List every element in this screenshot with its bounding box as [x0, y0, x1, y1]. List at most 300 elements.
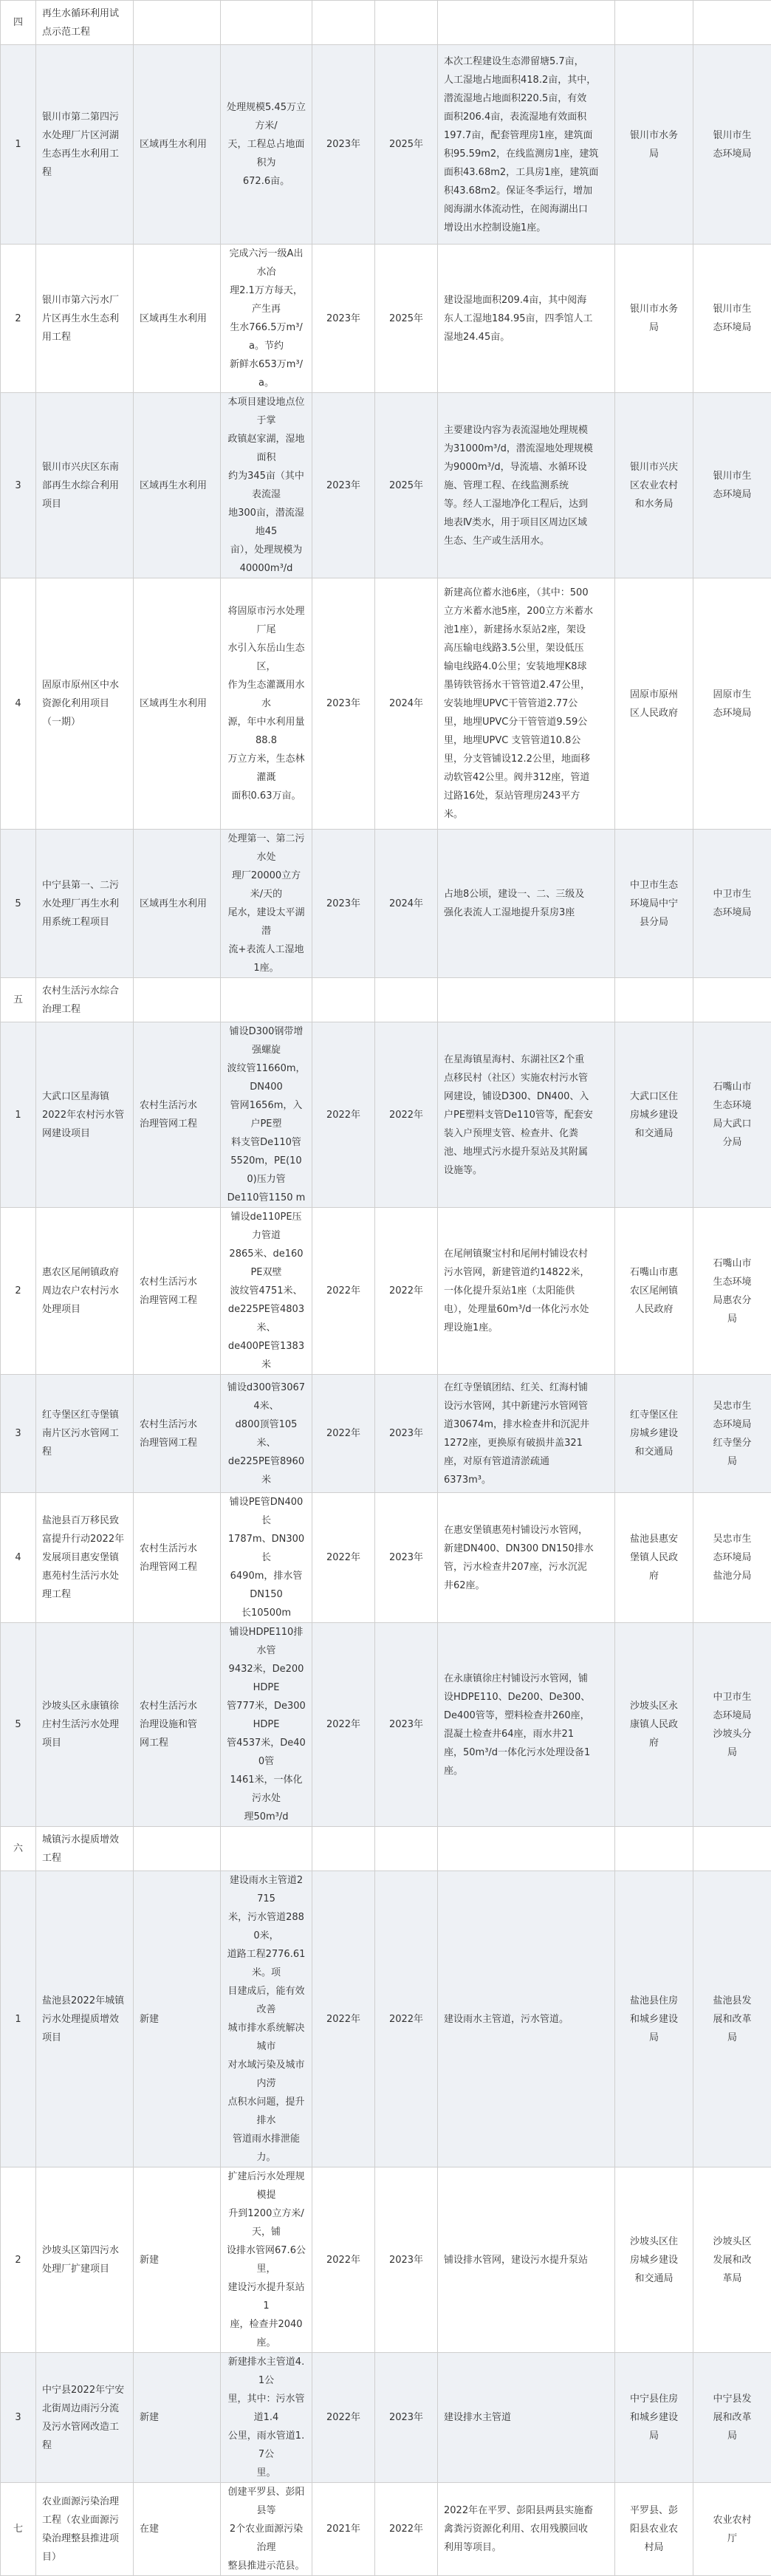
cell-project-name — [36, 2167, 134, 2353]
cell-start-year — [312, 2167, 375, 2353]
cell-end-year — [375, 978, 438, 1022]
cell-end-year — [375, 1022, 438, 1208]
cell-responsible-unit — [615, 2167, 693, 2353]
table-row — [1, 45, 771, 245]
cell-content — [438, 578, 615, 830]
cell-supervisor-text: 中卫市生 态环境局 沙坡头分 局 — [699, 1688, 765, 1762]
cell-content — [438, 1, 615, 45]
cell-supervisor-text: 沙坡头区 发展和改 革局 — [699, 2232, 765, 2288]
cell-project-name-text: 银川市兴庆区东南 部再生水综合利用 项目 — [42, 458, 127, 513]
cell-scale — [221, 2353, 312, 2483]
cell-responsible-unit-text: 沙坡头区住 房城乡建设 和交通局 — [621, 2232, 687, 2288]
cell-content — [438, 1022, 615, 1208]
cell-content-text: 铺设排水管网，建设污水提升泵站 — [444, 2251, 609, 2269]
cell-start-year-text: 2022年 — [318, 1106, 369, 1124]
cell-supervisor-text: 中宁县发 展和改革 局 — [699, 2390, 765, 2445]
cell-start-year — [312, 1871, 375, 2167]
cell-index-text: 2 — [7, 2251, 30, 2269]
cell-project-type — [134, 245, 221, 393]
cell-end-year — [375, 393, 438, 578]
cell-start-year — [312, 2483, 375, 2576]
cell-responsible-unit-text: 盐池县住房 和城乡建设 局 — [621, 1992, 687, 2047]
cell-index — [1, 830, 36, 978]
cell-project-name — [36, 1, 134, 45]
cell-start-year-text: 2023年 — [318, 476, 369, 495]
cell-project-type — [134, 1623, 221, 1827]
cell-start-year-text: 2023年 — [318, 310, 369, 328]
cell-project-name — [36, 978, 134, 1022]
cell-end-year — [375, 1, 438, 45]
cell-project-type-text: 区域再生水利用 — [140, 135, 214, 154]
cell-index — [1, 45, 36, 245]
cell-start-year-text: 2022年 — [318, 1548, 369, 1567]
cell-end-year-text: 2025年 — [381, 135, 431, 154]
cell-responsible-unit-text: 大武口区住 房城乡建设 和交通局 — [621, 1087, 687, 1143]
cell-scale-text: 本项目建设地点位于掌 政镇赵家湖，湿地面积 约为345亩（其中表流湿 地300亩，潜流湿地45 亩），处理规模为 40000m³/d — [227, 393, 306, 578]
cell-responsible-unit-text: 平罗县、彭 阳县农业农 村局 — [621, 2501, 687, 2557]
cell-project-type — [134, 1827, 221, 1871]
cell-supervisor-text: 吴忠市生 态环境局 盐池分局 — [699, 1530, 765, 1585]
section-row — [1, 1827, 771, 1871]
cell-index — [1, 245, 36, 393]
cell-end-year — [375, 1493, 438, 1623]
cell-project-type-text: 新建 — [140, 2251, 214, 2269]
table-row — [1, 1208, 771, 1375]
cell-start-year — [312, 830, 375, 978]
cell-scale — [221, 578, 312, 830]
cell-end-year — [375, 1827, 438, 1871]
cell-content-text: 建设雨水主管道，污水管道。 — [444, 2010, 609, 2029]
cell-scale-text: 完成六污一级A出水冶 理2.1万方每天，产生再 生水766.5万m³/a。节约 新鲜水653万m³/a。 — [227, 245, 306, 392]
cell-project-name — [36, 1375, 134, 1493]
cell-end-year — [375, 578, 438, 830]
cell-index-text: 4 — [7, 1548, 30, 1567]
table-row — [1, 393, 771, 578]
cell-content — [438, 1375, 615, 1493]
cell-project-type-text: 在建 — [140, 2520, 214, 2538]
cell-scale-text: 铺设de110PE压力管道 2865米、de160PE双壁 波纹管4751米、 de225PE管4803米、 de400PE管1383米 — [227, 1208, 306, 1374]
cell-responsible-unit-text: 银川市水务 局 — [621, 300, 687, 337]
cell-start-year-text: 2023年 — [318, 135, 369, 154]
cell-start-year — [312, 393, 375, 578]
cell-project-type — [134, 393, 221, 578]
table-row — [1, 2353, 771, 2483]
cell-end-year — [375, 45, 438, 245]
cell-scale-text: 建设雨水主管道2715 米，污水管道2880米， 道路工程2776.61米。项 目建成后，能有效改善 城市排水系统解决城市 对水域污染及城市内涝 点积水问题，提升排水 管道雨水排泄能力。 — [227, 1871, 306, 2167]
cell-responsible-unit — [615, 1, 693, 45]
cell-supervisor — [693, 1022, 771, 1208]
cell-project-name-text: 固原市原州区中水 资源化利用项目 （一期） — [42, 676, 127, 731]
cell-supervisor — [693, 45, 771, 245]
table-row — [1, 1022, 771, 1208]
cell-start-year-text: 2023年 — [318, 895, 369, 913]
cell-project-type — [134, 1871, 221, 2167]
cell-project-name — [36, 1208, 134, 1375]
cell-supervisor-text: 吴忠市生 态环境局 红寺堡分 局 — [699, 1397, 765, 1471]
cell-start-year-text: 2022年 — [318, 1715, 369, 1734]
cell-scale — [221, 1623, 312, 1827]
cell-scale — [221, 1022, 312, 1208]
cell-project-type-text: 区域再生水利用 — [140, 476, 214, 495]
cell-project-type-text: 区域再生水利用 — [140, 310, 214, 328]
cell-scale-text: 将固原市污水处理厂尾 水引入东岳山生态区， 作为生态灌溉用水水 源，年中水利用量88.8 万立方米，生态林灌溉 面积0.63万亩。 — [227, 602, 306, 805]
cell-supervisor-text: 银川市生 态环境局 — [699, 300, 765, 337]
cell-content-text: 主要建设内容为表流湿地处理规模 为31000m³/d，潜流湿地处理规模 为9000m³/d，导流墙、水循环设 施、管理工程、在线监测系统 等。经人工湿地净化工程后，达到 地表Ⅳ类水，用于项目区周边区域 生态、生产或生活用水。 — [444, 421, 609, 550]
cell-end-year — [375, 2353, 438, 2483]
cell-scale — [221, 830, 312, 978]
cell-responsible-unit — [615, 1871, 693, 2167]
cell-supervisor-text: 盐池县发 展和改革 局 — [699, 1992, 765, 2047]
cell-responsible-unit — [615, 978, 693, 1022]
cell-responsible-unit — [615, 2353, 693, 2483]
cell-supervisor-text: 固原市生 态环境局 — [699, 686, 765, 722]
cell-project-type — [134, 978, 221, 1022]
table-row — [1, 1375, 771, 1493]
cell-index — [1, 1871, 36, 2167]
cell-content-text: 在尾闸镇聚宝村和尾闸村铺设农村 污水管网，新建管道约14822米， 一体化提升泵站1座（太阳能供 电），处理量60m³/d一体化污水处 理设施1座。 — [444, 1245, 609, 1337]
cell-content-text: 2022年在平罗、彭阳县两县实施畜 禽粪污资源化利用、农用残膜回收 利用等项目。 — [444, 2501, 609, 2557]
cell-project-name-text: 中宁县第一、二污 水处理厂再生水利 用系统工程项目 — [42, 876, 127, 932]
table-row — [1, 245, 771, 393]
cell-end-year — [375, 1208, 438, 1375]
cell-start-year — [312, 245, 375, 393]
cell-project-type — [134, 1, 221, 45]
cell-end-year-text: 2022年 — [381, 1106, 431, 1124]
cell-index-text: 七 — [7, 2520, 30, 2538]
cell-end-year-text: 2022年 — [381, 1282, 431, 1300]
cell-index — [1, 2483, 36, 2576]
cell-supervisor-text: 农业农村 厅 — [699, 2511, 765, 2548]
cell-project-type-text: 新建 — [140, 2408, 214, 2427]
cell-responsible-unit-text: 沙坡头区永 康镇人民政 府 — [621, 1697, 687, 1752]
cell-supervisor — [693, 1375, 771, 1493]
cell-project-type-text: 区域再生水利用 — [140, 895, 214, 913]
cell-content-text: 本次工程建设生态滞留塘5.7亩， 人工湿地占地面积418.2亩，其中， 潜流湿地占地面积220.5亩，有效 面积206.4亩，表流湿地有效面积 197.7亩，配套管理房1座，建筑面 积95.59m2，在线监测房1座，建筑 面积43.68m2，工具房1座，建筑面 积43.68m2。保证冬季运行，增加 阅海湖水体流动性，在阅海湖出口 增设出水控制设施1座。 — [444, 52, 609, 237]
cell-content-text: 占地8公顷，建设一、二、三级及 强化表流人工湿地提升泵房3座 — [444, 885, 609, 922]
cell-scale — [221, 393, 312, 578]
cell-scale — [221, 2167, 312, 2353]
cell-supervisor-text: 中卫市生 态环境局 — [699, 885, 765, 922]
cell-scale-text: 扩建后污水处理规模提 升到1200立方米/天，铺 设排水管网67.6公里， 建设污水提升泵站1 座，检查井2040座。 — [227, 2167, 306, 2352]
cell-project-type-text: 农村生活污水 治理设施和管 网工程 — [140, 1697, 214, 1752]
cell-responsible-unit — [615, 2483, 693, 2576]
cell-scale — [221, 2483, 312, 2576]
cell-content — [438, 830, 615, 978]
cell-project-name — [36, 2353, 134, 2483]
cell-index-text: 1 — [7, 2010, 30, 2029]
cell-supervisor — [693, 393, 771, 578]
cell-content — [438, 2483, 615, 2576]
cell-index — [1, 1375, 36, 1493]
cell-responsible-unit — [615, 1375, 693, 1493]
cell-project-name — [36, 2483, 134, 2576]
cell-responsible-unit-text: 石嘴山市惠 农区尾闸镇 人民政府 — [621, 1263, 687, 1319]
cell-supervisor — [693, 830, 771, 978]
cell-end-year — [375, 1375, 438, 1493]
cell-scale — [221, 1871, 312, 2167]
section-row — [1, 1, 771, 45]
cell-supervisor — [693, 1827, 771, 1871]
cell-start-year-text: 2022年 — [318, 2251, 369, 2269]
cell-end-year-text: 2022年 — [381, 2010, 431, 2029]
table-row — [1, 2167, 771, 2353]
cell-scale-text: 新建排水主管道4.1公 里，其中：污水管道1.4 公里，雨水管道1.7公 里。 — [227, 2353, 306, 2482]
cell-start-year-text: 2023年 — [318, 694, 369, 713]
cell-project-type-text: 农村生活污水 治理管网工程 — [140, 1096, 214, 1133]
cell-content — [438, 1827, 615, 1871]
cell-responsible-unit-text: 固原市原州 区人民政府 — [621, 686, 687, 722]
cell-content — [438, 978, 615, 1022]
cell-index-text: 五 — [7, 991, 30, 1009]
cell-scale-text: 铺设PE管DN400长 1787m、DN300长 6490m，排水管DN150 长10500m — [227, 1493, 306, 1622]
cell-supervisor — [693, 2167, 771, 2353]
cell-project-type-text: 新建 — [140, 2010, 214, 2029]
cell-scale-text: 处理第一、第二污水处 理厂20000立方米/天的 尾水，建设太平湖潜 流+表流人工湿地1座。 — [227, 830, 306, 977]
cell-end-year — [375, 2167, 438, 2353]
cell-index-text: 4 — [7, 694, 30, 713]
cell-project-name-text: 盐池县百万移民致 富提升行动2022年 发展项目惠安堡镇 惠苑村生活污水处 理工程 — [42, 1511, 127, 1604]
cell-index — [1, 393, 36, 578]
cell-index-text: 5 — [7, 895, 30, 913]
cell-content-text: 在红寺堡镇团结、红关、红海村铺 设污水管网，其中新建污水管网管 道30674m，排水检查井和沉泥井 1272座，更换原有破损井盖321 座，对原有管道清淤疏通 6373m³。 — [444, 1378, 609, 1489]
cell-end-year — [375, 1871, 438, 2167]
projects-table-body — [1, 1, 771, 2576]
cell-index — [1, 1827, 36, 1871]
cell-supervisor-text: 石嘴山市 生态环境 局大武口 分局 — [699, 1078, 765, 1152]
cell-index — [1, 978, 36, 1022]
cell-scale-text: 创建平罗县、彭阳县等 2个农业面源污染治理 整县推进示范县。 — [227, 2483, 306, 2575]
cell-responsible-unit — [615, 830, 693, 978]
cell-project-type — [134, 1493, 221, 1623]
cell-end-year-text: 2025年 — [381, 476, 431, 495]
cell-supervisor — [693, 1208, 771, 1375]
cell-project-name-text: 银川市第二第四污 水处理厂片区河湖 生态再生水利用工 程 — [42, 108, 127, 182]
cell-end-year-text: 2023年 — [381, 1424, 431, 1443]
cell-index-text: 3 — [7, 476, 30, 495]
cell-content-text: 在星海镇星海村、东湖社区2个重 点移民村（社区）实施农村污水管 网建设，铺设D300、DN400、入 户PE塑料支管De110管等，配套安 装入户预埋支管、检查井、化粪 池、地埋式污水提升泵站及其附属 设施等。 — [444, 1050, 609, 1180]
cell-project-name — [36, 1871, 134, 2167]
cell-scale — [221, 1493, 312, 1623]
cell-project-type — [134, 578, 221, 830]
cell-project-name-text: 中宁县2022年宁安 北街周边雨污分流 及污水管网改造工 程 — [42, 2381, 127, 2455]
cell-end-year-text: 2025年 — [381, 310, 431, 328]
cell-project-name-text: 城镇污水提质增效 工程 — [42, 1831, 127, 1868]
cell-start-year — [312, 578, 375, 830]
cell-project-type — [134, 45, 221, 245]
cell-content-text: 建设排水主管道 — [444, 2408, 609, 2427]
cell-end-year-text: 2023年 — [381, 1548, 431, 1567]
cell-start-year — [312, 1, 375, 45]
cell-content — [438, 45, 615, 245]
cell-supervisor-text: 银川市生 态环境局 — [699, 126, 765, 163]
cell-responsible-unit — [615, 1827, 693, 1871]
cell-content-text: 新建高位蓄水池6座，（其中：500 立方米蓄水池5座，200立方米蓄水 池1座），新建扬水泵站2座，架设 高压输电线路3.5公里，架设低压 输电线路4.0公里；安装地埋K8球 墨铸铁管扬水干管管道2.47公里， 安装地埋UPVC干管管道2.77公 里，地埋UPVC分干管管道9.59公 里，地埋UPVC 支管管道10.8公 里，分支管铺设12.2公里，地面移 动软管42公里。阀井312座，管道 过路16处，泵站管理房243平方 米。 — [444, 584, 609, 824]
cell-responsible-unit — [615, 393, 693, 578]
cell-index — [1, 1623, 36, 1827]
cell-supervisor — [693, 1871, 771, 2167]
cell-scale-text: 处理规模5.45万立方米/ 天，工程总占地面积为 672.6亩。 — [227, 98, 306, 191]
cell-project-name — [36, 1623, 134, 1827]
cell-index-text: 四 — [7, 13, 30, 32]
cell-end-year-text: 2023年 — [381, 2251, 431, 2269]
cell-project-type — [134, 1022, 221, 1208]
cell-project-name-text: 沙坡头区永康镇徐 庄村生活污水处理 项目 — [42, 1697, 127, 1752]
cell-end-year — [375, 830, 438, 978]
cell-start-year-text: 2022年 — [318, 2010, 369, 2029]
cell-content — [438, 245, 615, 393]
cell-index-text: 3 — [7, 2408, 30, 2427]
table-row — [1, 2483, 771, 2576]
cell-project-name-text: 盐池县2022年城镇 污水处理提质增效 项目 — [42, 1992, 127, 2047]
cell-index-text: 2 — [7, 310, 30, 328]
cell-supervisor-text: 银川市生 态环境局 — [699, 467, 765, 504]
cell-project-name-text: 农业面源污染治理 工程（农业面源污 染治理整县推进项 目） — [42, 2493, 127, 2566]
cell-start-year — [312, 978, 375, 1022]
cell-supervisor-text: 石嘴山市 生态环境 局惠农分 局 — [699, 1254, 765, 1328]
cell-responsible-unit-text: 红寺堡区住 房城乡建设 和交通局 — [621, 1406, 687, 1461]
cell-end-year — [375, 245, 438, 393]
cell-project-name — [36, 1493, 134, 1623]
cell-content — [438, 2353, 615, 2483]
table-row — [1, 1871, 771, 2167]
cell-project-type — [134, 830, 221, 978]
cell-end-year — [375, 2483, 438, 2576]
cell-content — [438, 393, 615, 578]
cell-start-year — [312, 2353, 375, 2483]
cell-start-year-text: 2022年 — [318, 2408, 369, 2427]
cell-project-name-text: 农村生活污水综合 治理工程 — [42, 982, 127, 1019]
cell-content — [438, 1208, 615, 1375]
table-row — [1, 830, 771, 978]
cell-project-name — [36, 1022, 134, 1208]
cell-responsible-unit-text: 盐池县惠安 堡镇人民政 府 — [621, 1530, 687, 1585]
cell-index — [1, 1022, 36, 1208]
cell-project-type — [134, 1375, 221, 1493]
cell-index-text: 六 — [7, 1839, 30, 1858]
cell-project-name — [36, 45, 134, 245]
cell-responsible-unit — [615, 1208, 693, 1375]
cell-responsible-unit — [615, 1623, 693, 1827]
cell-supervisor — [693, 1493, 771, 1623]
cell-content — [438, 1493, 615, 1623]
cell-responsible-unit — [615, 45, 693, 245]
cell-end-year-text: 2023年 — [381, 1715, 431, 1734]
cell-responsible-unit-text: 银川市兴庆 区农业农村 和水务局 — [621, 458, 687, 513]
cell-content-text: 在永康镇徐庄村铺设污水管网，铺 设HDPE110、De200、De300、 De400管等，塑料检查井260座， 混凝土检查井64座，雨水井21 座，50m³/d一体化污水处理设备1 座。 — [444, 1670, 609, 1780]
cell-responsible-unit-text: 银川市水务 局 — [621, 126, 687, 163]
cell-content — [438, 1871, 615, 2167]
section-row — [1, 978, 771, 1022]
cell-start-year — [312, 1375, 375, 1493]
cell-scale-text: 铺设d300管30674米、 d800顶管105米、 de225PE管8960米 — [227, 1378, 306, 1489]
cell-responsible-unit-text: 中宁县住房 和城乡建设 局 — [621, 2390, 687, 2445]
cell-responsible-unit — [615, 578, 693, 830]
cell-scale-text: 铺设D300钢带增强螺旋 波纹管11660m，DN400 管网1656m，入户PE塑 料支管De110管 5520m，PE(100)压力管 De110管1150 m — [227, 1022, 306, 1207]
cell-index — [1, 1, 36, 45]
cell-project-name — [36, 1827, 134, 1871]
cell-responsible-unit — [615, 245, 693, 393]
cell-end-year-text: 2023年 — [381, 2408, 431, 2427]
cell-content-text: 建设湿地面积209.4亩，其中阅海 东人工湿地184.95亩，四季馆人工 湿地24.45亩。 — [444, 291, 609, 346]
cell-supervisor — [693, 245, 771, 393]
cell-project-name — [36, 830, 134, 978]
cell-start-year — [312, 1827, 375, 1871]
cell-supervisor — [693, 2483, 771, 2576]
cell-supervisor — [693, 578, 771, 830]
cell-supervisor — [693, 2353, 771, 2483]
cell-scale-text: 铺设HDPE110排水管 9432米，De200 HDPE 管777米，De300 HDPE 管4537米，De400管 1461米，一体化污水处 理50m³/d — [227, 1623, 306, 1826]
cell-index-text: 2 — [7, 1282, 30, 1300]
cell-index — [1, 1208, 36, 1375]
cell-index-text: 3 — [7, 1424, 30, 1443]
cell-start-year — [312, 45, 375, 245]
cell-index — [1, 2167, 36, 2353]
cell-index-text: 5 — [7, 1715, 30, 1734]
cell-project-type — [134, 2167, 221, 2353]
cell-end-year-text: 2024年 — [381, 895, 431, 913]
cell-scale — [221, 1, 312, 45]
cell-content — [438, 2167, 615, 2353]
cell-project-type-text: 农村生活污水 治理管网工程 — [140, 1540, 214, 1576]
cell-project-name — [36, 578, 134, 830]
table-row — [1, 1493, 771, 1623]
cell-scale — [221, 1375, 312, 1493]
cell-start-year-text: 2021年 — [318, 2520, 369, 2538]
cell-scale — [221, 45, 312, 245]
cell-index-text: 1 — [7, 135, 30, 154]
cell-supervisor — [693, 1, 771, 45]
cell-index-text: 1 — [7, 1106, 30, 1124]
cell-end-year — [375, 1623, 438, 1827]
cell-project-name-text: 银川市第六污水厂 片区再生水生态利 用工程 — [42, 291, 127, 346]
cell-project-type — [134, 2483, 221, 2576]
cell-responsible-unit — [615, 1022, 693, 1208]
cell-responsible-unit — [615, 1493, 693, 1623]
cell-start-year — [312, 1623, 375, 1827]
cell-end-year-text: 2024年 — [381, 694, 431, 713]
cell-project-name — [36, 393, 134, 578]
cell-start-year — [312, 1493, 375, 1623]
cell-project-type-text: 区域再生水利用 — [140, 694, 214, 713]
cell-project-name-text: 再生水循环利用试点示范工程 — [42, 4, 127, 41]
cell-project-type — [134, 1208, 221, 1375]
cell-scale — [221, 1208, 312, 1375]
cell-project-name — [36, 245, 134, 393]
cell-supervisor — [693, 1623, 771, 1827]
cell-project-type — [134, 2353, 221, 2483]
cell-start-year — [312, 1208, 375, 1375]
cell-index — [1, 578, 36, 830]
cell-start-year-text: 2022年 — [318, 1282, 369, 1300]
cell-responsible-unit-text: 中卫市生态 环境局中宁 县分局 — [621, 876, 687, 932]
table-row — [1, 578, 771, 830]
cell-project-name-text: 沙坡头区第四污水 处理厂扩建项目 — [42, 2241, 127, 2278]
cell-end-year-text: 2022年 — [381, 2520, 431, 2538]
cell-project-name-text: 红寺堡区红寺堡镇 南片区污水管网工 程 — [42, 1406, 127, 1461]
cell-index — [1, 2353, 36, 2483]
cell-project-name-text: 大武口区星海镇 2022年农村污水管 网建设项目 — [42, 1087, 127, 1143]
cell-index — [1, 1493, 36, 1623]
cell-content-text: 在惠安堡镇惠苑村铺设污水管网， 新建DN400、DN300 DN150排水 管，污水检查井207座，污水沉泥 井62座。 — [444, 1521, 609, 1595]
cell-start-year — [312, 1022, 375, 1208]
cell-content — [438, 1623, 615, 1827]
cell-scale — [221, 978, 312, 1022]
cell-scale — [221, 245, 312, 393]
cell-start-year-text: 2022年 — [318, 1424, 369, 1443]
cell-project-type-text: 农村生活污水 治理管网工程 — [140, 1415, 214, 1452]
cell-project-name-text: 惠农区尾闸镇政府 周边农户农村污水 处理项目 — [42, 1263, 127, 1319]
cell-supervisor — [693, 978, 771, 1022]
